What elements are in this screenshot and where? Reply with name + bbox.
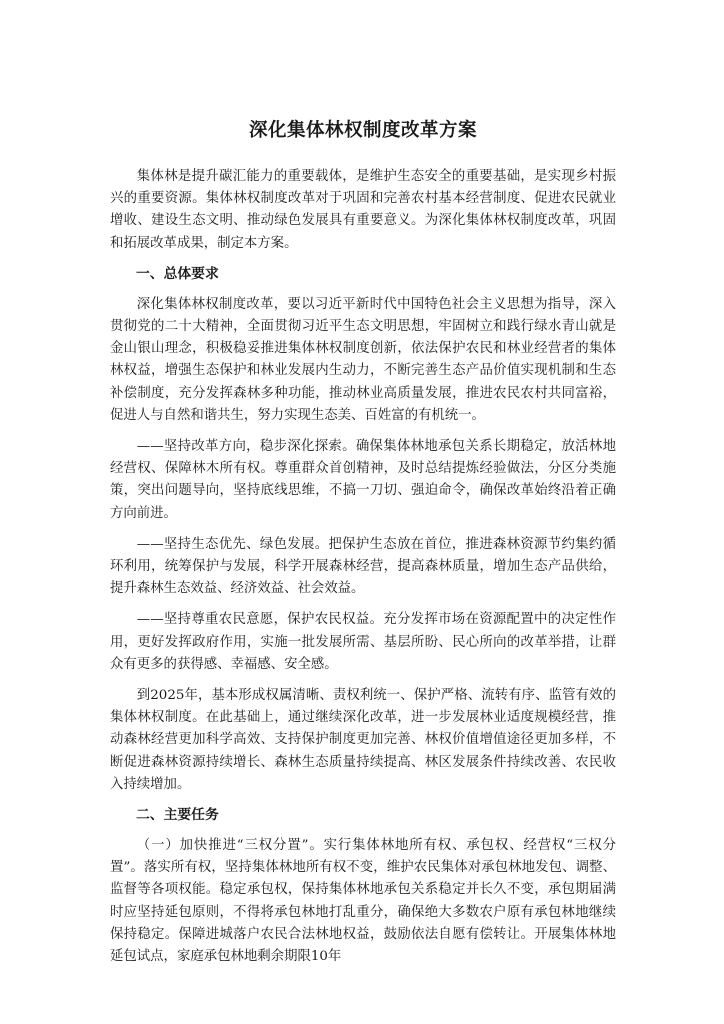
document-title: 深化集体林权制度改革方案	[248, 120, 477, 141]
section-heading-general-requirements: 一、总体要求	[136, 265, 219, 282]
principle-reform-direction: ——坚持改革方向，稳步深化探索。确保集体林地承包关系长期稳定，放活林地经营权、保障林木所有权。尊重群众首创精神，及时总结提炼经验做法，分区分类施策，突出问题导向，坚持底线思维，不搞一刀切、强迫命令，确保改革始终沿着正确方向前进。	[110, 439, 616, 521]
principle-farmer-rights: ——坚持尊重农民意愿，保护农民权益。充分发挥市场在资源配置中的决定性作用，更好发挥政府作用，实施一批发展所需、基层所盼、民心所向的改革举措，让群众有更多的获得感、幸福感、安全感。	[110, 612, 616, 672]
section-heading-main-tasks: 二、主要任务	[136, 807, 219, 824]
intro-paragraph: 集体林是提升碳汇能力的重要载体，是维护生态安全的重要基础，是实现乡村振兴的重要资源。集体林权制度改革对于巩固和完善农村基本经营制度、促进农民就业增收、建设生态文明、推动绿色发展具有重要意义。为深化集体林权制度改革，巩固和拓展改革成果，制定本方案。	[110, 169, 616, 251]
general-requirements-paragraph: 深化集体林权制度改革，要以习近平新时代中国特色社会主义思想为指导，深入贯彻党的二十大精神，全面贯彻习近平生态文明思想，牢固树立和践行绿水青山就是金山银山理念，积极稳妥推进集体林权制度创新，依法保护农民和林业经营者的集体林权益，增强生态保护和林业发展内生动力，不断完善生态产品价值实现机制和生态补偿制度，充分发挥森林多种功能，推动林业高质量发展，推进农民农村共同富裕，促进人与自然和谐共生，努力实现生态美、百姓富的有机统一。	[110, 296, 616, 423]
task-three-rights-separation: （一）加快推进“三权分置”。实行集体林地所有权、承包权、经营权“三权分置”。落实所有权，坚持集体林地所有权不变，维护农民集体对承包林地发包、调整、监督等各项权能。稳定承包权，保持集体林地承包关系稳定并长久不变，承包期届满时应坚持延包原则，不得将承包林地打乱重分，确保绝大多数农户原有承包林地继续保持稳定。保障进城落户农民合法林地权益，鼓励依法自愿有偿转让。开展集体林地延包试点，家庭承包林地剩余期限10年	[110, 838, 616, 965]
goal-2025-paragraph: 到2025年，基本形成权属清晰、责权利统一、保护严格、流转有序、监管有效的集体林权制度。在此基础上，通过继续深化改革，进一步发展林业适度规模经营，推动森林经营更加科学高效、支持保护制度更加完善、林权价值增值途径更加多样，不断促进森林资源持续增长、森林生态质量持续提高、林区发展条件持续改善、农民收入持续增加。	[110, 688, 616, 792]
principle-ecology-first: ——坚持生态优先、绿色发展。把保护生态放在首位，推进森林资源节约集约循环利用，统筹保护与发展，科学开展森林经营，提高森林质量，增加生态产品供给，提升森林生态效益、经济效益、社会效益。	[110, 536, 616, 597]
